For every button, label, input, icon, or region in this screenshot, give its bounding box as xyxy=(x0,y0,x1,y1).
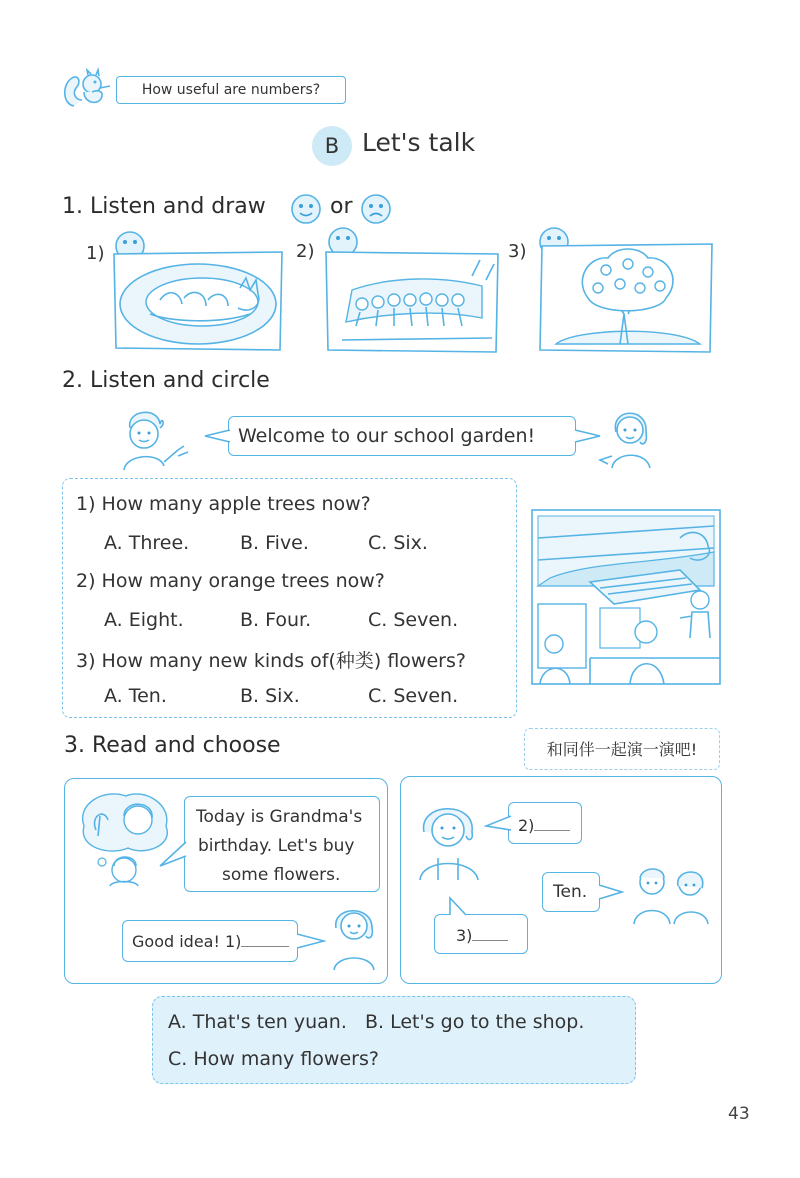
reply-label: Good idea! 1) xyxy=(132,932,242,951)
option-1a[interactable]: A. Three. xyxy=(104,532,190,554)
bubble-tail xyxy=(484,812,512,836)
page-number: 43 xyxy=(728,1104,750,1124)
options-line-2: C. How many flowers? xyxy=(168,1048,379,1070)
or-word: or xyxy=(330,194,353,219)
option-2c[interactable]: C. Seven. xyxy=(368,609,459,631)
section2-title: 2. Listen and circle xyxy=(62,368,270,393)
blank3-label: 3) xyxy=(456,926,473,945)
part-title: Let's talk xyxy=(362,128,476,157)
blank2-label: 2) xyxy=(518,816,535,835)
boy-icon xyxy=(120,406,194,472)
item-number: 1) xyxy=(86,243,105,264)
school-garden-picture xyxy=(530,508,722,686)
section1-title: 1. Listen and draw xyxy=(62,194,266,219)
option-3a[interactable]: A. Ten. xyxy=(104,685,167,707)
section3-title: 3. Read and choose xyxy=(64,733,281,758)
girl-icon xyxy=(328,900,380,972)
ants-picture xyxy=(322,246,502,356)
part-letter-badge: B xyxy=(312,126,352,166)
option-2a[interactable]: A. Eight. xyxy=(104,609,184,631)
bubble-tail-left xyxy=(203,424,231,448)
grandma-text-3: some flowers. xyxy=(222,865,341,885)
answer-options-box xyxy=(152,996,636,1084)
answer-text: Ten. xyxy=(553,882,588,902)
grandma-text-1: Today is Grandma's xyxy=(196,807,363,827)
answer-blank-1[interactable] xyxy=(241,932,289,947)
answer-blank-3[interactable] xyxy=(472,926,508,941)
act-it-out-note: 和同伴一起演一演吧! xyxy=(524,728,720,770)
bubble-tail xyxy=(598,880,624,904)
squirrel-icon xyxy=(60,66,112,112)
blank3-text xyxy=(456,926,508,945)
welcome-text: Welcome to our school garden! xyxy=(238,425,536,447)
shop-assistant-icon xyxy=(414,796,484,882)
option-1b[interactable]: B. Five. xyxy=(240,532,309,554)
cats-picture xyxy=(110,248,286,354)
question-2: 2) How many orange trees now? xyxy=(76,570,385,592)
reply-text xyxy=(132,932,289,951)
blank2-text xyxy=(518,816,570,835)
bubble-tail xyxy=(158,840,188,870)
item-number: 3) xyxy=(508,241,527,262)
option-1c[interactable]: C. Six. xyxy=(368,532,428,554)
girl-icon xyxy=(596,402,666,470)
answer-blank-2[interactable] xyxy=(534,816,570,831)
options-line-1: A. That's ten yuan. B. Let's go to the shop. xyxy=(168,1011,585,1033)
grandma-text-2: birthday. Let's buy xyxy=(198,836,355,856)
topic-tag: How useful are numbers? xyxy=(116,76,346,104)
question-3: 3) How many new kinds of(种类) flowers? xyxy=(76,650,466,672)
bubble-tail xyxy=(446,896,470,916)
option-3c[interactable]: C. Seven. xyxy=(368,685,459,707)
option-3b[interactable]: B. Six. xyxy=(240,685,300,707)
option-2b[interactable]: B. Four. xyxy=(240,609,312,631)
thought-bubble-icon xyxy=(74,786,178,888)
question-1: 1) How many apple trees now? xyxy=(76,493,371,515)
bubble-tail xyxy=(296,928,326,954)
smiley-face-icon xyxy=(290,193,322,225)
apple-tree-picture xyxy=(536,240,716,356)
sad-face-icon xyxy=(360,193,392,225)
children-icon xyxy=(628,862,714,926)
item-number: 2) xyxy=(296,241,315,262)
